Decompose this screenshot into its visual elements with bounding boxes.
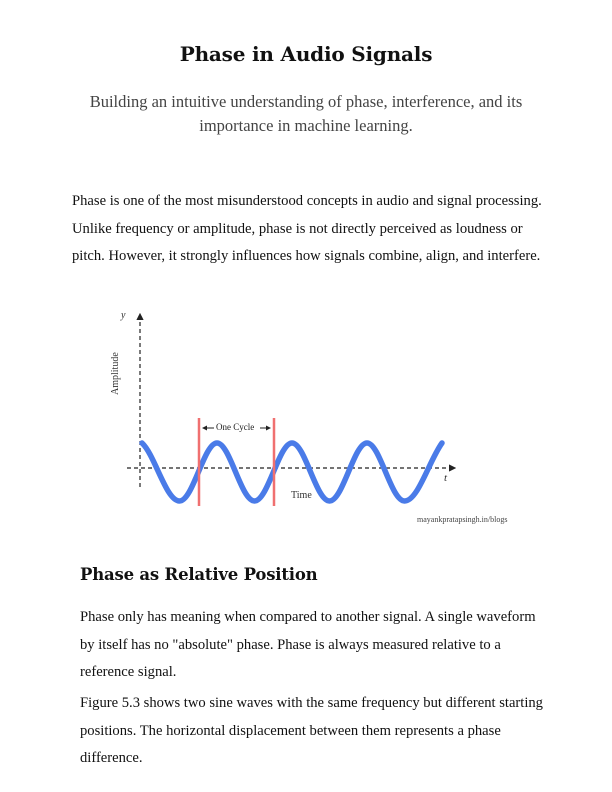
cycle-label: One Cycle	[216, 422, 255, 432]
page-title: Phase in Audio Signals	[179, 42, 433, 66]
y-axis-label: Amplitude	[110, 352, 121, 395]
x-axis-var: t	[444, 472, 448, 484]
sine-wave	[142, 443, 442, 501]
x-axis-label: Time	[291, 490, 312, 501]
page-subtitle: Building an intuitive understanding of phase, interference, and its importance in machine learning.	[89, 92, 523, 135]
intro-paragraph: Phase is one of the most misunderstood concepts in audio and signal processing. Unlike frequency or amplitude, phase is not directly perceived as loudness or pitch. However, it strongly influences how signals combine, align, and interfere.	[72, 193, 542, 264]
section-paragraph: Phase only has meaning when compared to another signal. A single waveform by itself has no "absolute" phase. Phase is always measured relative to a reference signal.	[80, 609, 536, 680]
y-axis-var: y	[121, 310, 126, 321]
section-paragraph: Figure 5.3 shows two sine waves with the same frequency but different starting positions. The horizontal displacement between them represents a phase difference.	[80, 695, 543, 766]
figure-credit: mayankpratapsingh.in/blogs	[417, 515, 508, 524]
section-heading: Phase as Relative Position	[80, 565, 318, 584]
